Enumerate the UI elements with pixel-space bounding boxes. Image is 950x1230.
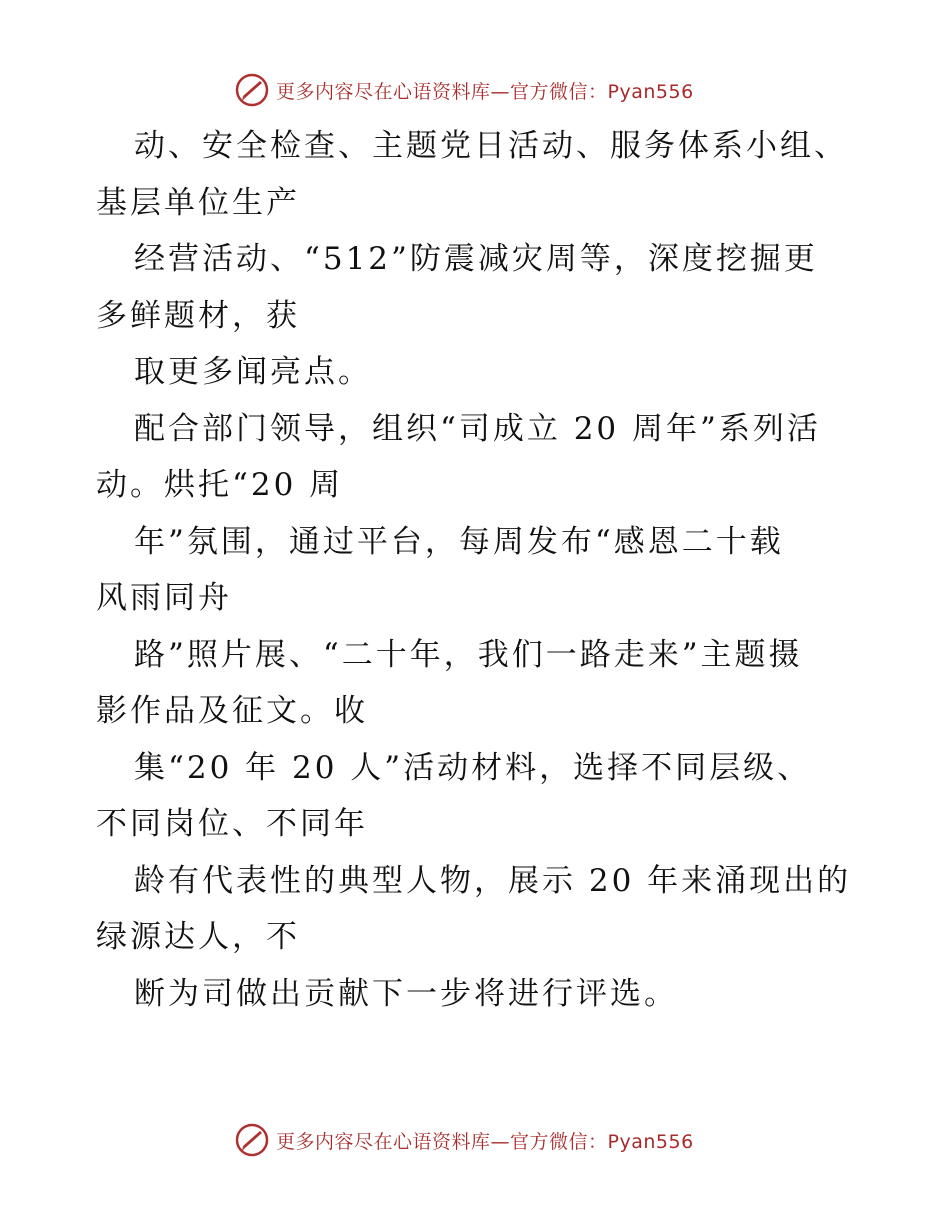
logo-icon bbox=[234, 1122, 270, 1158]
text-line: 多鲜题材，获 bbox=[96, 297, 300, 334]
text-line: 集“20 年 20 人”活动材料，选择不同层级、 bbox=[134, 749, 812, 786]
text-line: 动。烘托“20 周 bbox=[96, 467, 344, 503]
text-line: 龄有代表性的典型人物，展示 20 年来涌现出的 bbox=[134, 862, 852, 899]
header-banner bbox=[0, 70, 950, 110]
logo-icon bbox=[234, 72, 270, 108]
text-line: 风雨同舟 bbox=[96, 580, 232, 616]
text-line: 配合部门领导，组织“司成立 20 周年”系列活 bbox=[134, 410, 821, 447]
footer-banner bbox=[0, 1120, 950, 1160]
text-line: 取更多闻亮点。 bbox=[134, 354, 372, 390]
footer-banner-text: 更多内容尽在心语资料库—官方微信：Pyan556 bbox=[276, 1130, 694, 1153]
header-banner-text: 更多内容尽在心语资料库—官方微信：Pyan556 bbox=[276, 80, 694, 103]
text-line: 动、安全检查、主题党日活动、服务体系小组、 bbox=[134, 128, 848, 164]
text-line: 经营活动、“512”防震减灾周等，深度挖掘更 bbox=[134, 241, 818, 277]
text-line: 基层单位生产 bbox=[96, 184, 300, 221]
text-line: 不同岗位、不同年 bbox=[96, 806, 368, 842]
text-line: 断为司做出贡献下一步将进行评选。 bbox=[134, 975, 678, 1012]
text-line: 绿源达人，不 bbox=[96, 919, 300, 955]
text-line: 路”照片展、“二十年，我们一路走来”主题摄 bbox=[134, 636, 803, 673]
text-line: 影作品及征文。收 bbox=[96, 693, 368, 729]
document-body bbox=[96, 118, 866, 1022]
text-line: 年”氛围，通过平台，每周发布“感恩二十载 bbox=[134, 523, 784, 560]
